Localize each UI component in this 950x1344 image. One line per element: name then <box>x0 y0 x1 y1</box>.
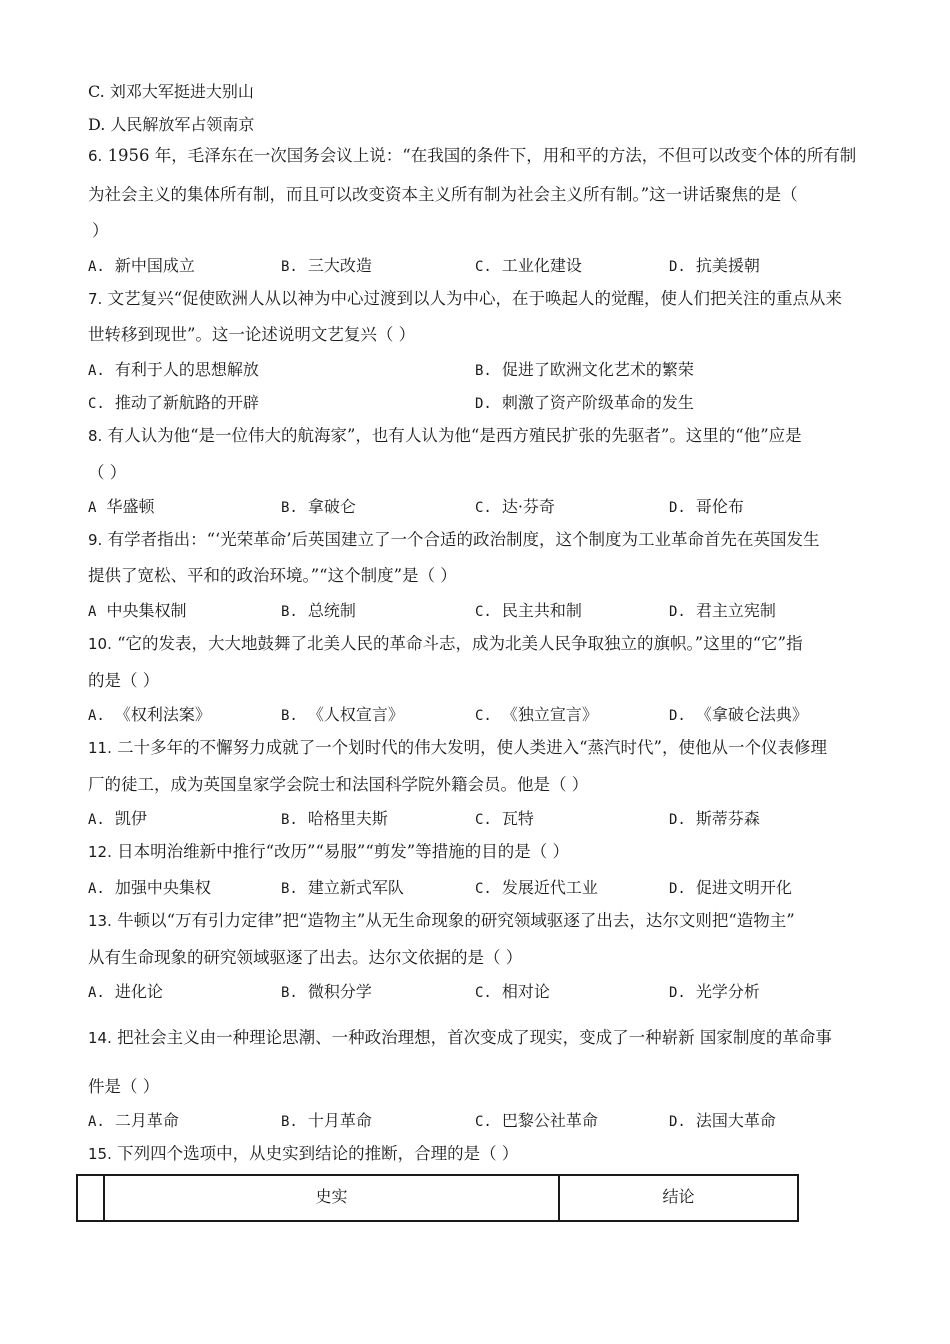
option-b: B. 建立新式军队 <box>281 878 404 897</box>
option-c: C. 相对论 <box>475 982 550 1001</box>
option-c: C. 瓦特 <box>475 809 534 828</box>
question-6: 6. 1956 年，毛泽东在一次国务会议上说：“在我国的条件下，用和平的方法，不但可以改变个体的所有制 <box>88 146 857 165</box>
question-6-paren: ） <box>92 221 109 240</box>
table-header-conclusion: 结论 <box>559 1175 798 1221</box>
question-9: 9. 有学者指出：“‘光荣革命’后英国建立了一个合适的政治制度，这个制度为工业革命首先在英国发生 <box>88 530 820 549</box>
question-8-cont: （ ） <box>88 463 127 482</box>
question-13-cont: 从有生命现象的研究领域驱逐了出去。达尔文依据的是（ ） <box>88 948 523 967</box>
option-b: B. 拿破仑 <box>281 497 356 516</box>
question-8: 8. 有人认为他“是一位伟大的航海家”，也有人认为他“是西方殖民扩张的先驱者”。这里的“他”应是 <box>88 426 802 445</box>
option-c: C. 《独立宣言》 <box>475 705 598 724</box>
option-d: D. 光学分析 <box>669 982 760 1001</box>
table-header-index <box>77 1175 104 1221</box>
option-d: D. 法国大革命 <box>669 1111 776 1130</box>
option-c: C. 达·芬奇 <box>475 497 555 516</box>
option-b: B. 三大改造 <box>281 256 372 275</box>
option-line: C. 刘邓大军挺进大别山 <box>88 82 254 101</box>
option-d: D. 哥伦布 <box>669 497 744 516</box>
question-12: 12. 日本明治维新中推行“改历”“易服”“剪发”等措施的目的是（ ） <box>88 842 569 861</box>
table-header-facts: 史实 <box>104 1175 559 1221</box>
question-10: 10. “它的发表，大大地鼓舞了北美人民的革命斗志，成为北美人民争取独立的旗帜。”这里的“它”指 <box>88 634 803 653</box>
question-15: 15. 下列四个选项中，从史实到结论的推断，合理的是（ ） <box>88 1144 519 1163</box>
option-line: D. 人民解放军占领南京 <box>88 115 255 134</box>
option-a: A. 二月革命 <box>88 1111 179 1130</box>
question-14-cont: 件是（ ） <box>88 1077 160 1096</box>
option-c: C. 发展近代工业 <box>475 878 598 897</box>
option-a: A. 有利于人的思想解放 <box>88 360 259 379</box>
option-b: B. 哈格里夫斯 <box>281 809 388 828</box>
option-d: D. 《拿破仑法典》 <box>669 705 808 724</box>
option-c: C. 推动了新航路的开辟 <box>88 393 259 412</box>
question-13: 13. 牛顿以“万有引力定律”把“造物主”从无生命现象的研究领域驱逐了出去，达尔文则把“造物主” <box>88 911 795 930</box>
option-c: C. 民主共和制 <box>475 601 582 620</box>
option-b: B. 促进了欧洲文化艺术的繁荣 <box>475 360 694 379</box>
question-7-cont: 世转移到现世”。这一论述说明文艺复兴（ ） <box>88 325 416 344</box>
question-11: 11. 二十多年的不懈努力成就了一个划时代的伟大发明，使人类进入“蒸汽时代”，使他从一个仪表修理 <box>88 738 827 757</box>
option-c: C. 工业化建设 <box>475 256 582 275</box>
option-a: A 中央集权制 <box>88 601 187 620</box>
option-b: B. 十月革命 <box>281 1111 372 1130</box>
option-a: A. 加强中央集权 <box>88 878 211 897</box>
option-b: B. 《人权宣言》 <box>281 705 404 724</box>
option-a: A. 凯伊 <box>88 809 147 828</box>
option-a: A. 《权利法案》 <box>88 705 211 724</box>
table-header-row <box>77 1175 798 1221</box>
question-10-cont: 的是（ ） <box>88 671 160 690</box>
question-14: 14. 把社会主义由一种理论思潮、一种政治理想，首次变成了现实，变成了一种崭新 国家制度的革命事 <box>88 1028 832 1047</box>
question-9-cont: 提供了宽松、平和的政治环境。”“这个制度”是（ ） <box>88 566 457 585</box>
question-6-cont: 为社会主义的集体所有制，而且可以改变资本主义所有制为社会主义所有制。”这一讲话聚焦的是（ <box>88 185 798 204</box>
option-d: D. 促进文明开化 <box>669 878 792 897</box>
question-7: 7. 文艺复兴“促使欧洲人从以神为中心过渡到以人为中心，在于唤起人的觉醒，使人们把关注的重点从来 <box>88 289 842 308</box>
facts-table <box>76 1174 799 1222</box>
option-d: D. 抗美援朝 <box>669 256 760 275</box>
option-b: B. 微积分学 <box>281 982 372 1001</box>
option-a: A 华盛顿 <box>88 497 155 516</box>
option-a: A. 新中国成立 <box>88 256 195 275</box>
option-c: C. 巴黎公社革命 <box>475 1111 598 1130</box>
option-d: D. 斯蒂芬森 <box>669 809 760 828</box>
question-11-cont: 厂的徒工，成为英国皇家学会院士和法国科学院外籍会员。他是（ ） <box>88 775 589 794</box>
option-d: D. 刺激了资产阶级革命的发生 <box>475 393 694 412</box>
option-b: B. 总统制 <box>281 601 356 620</box>
option-d: D. 君主立宪制 <box>669 601 776 620</box>
option-a: A. 进化论 <box>88 982 163 1001</box>
